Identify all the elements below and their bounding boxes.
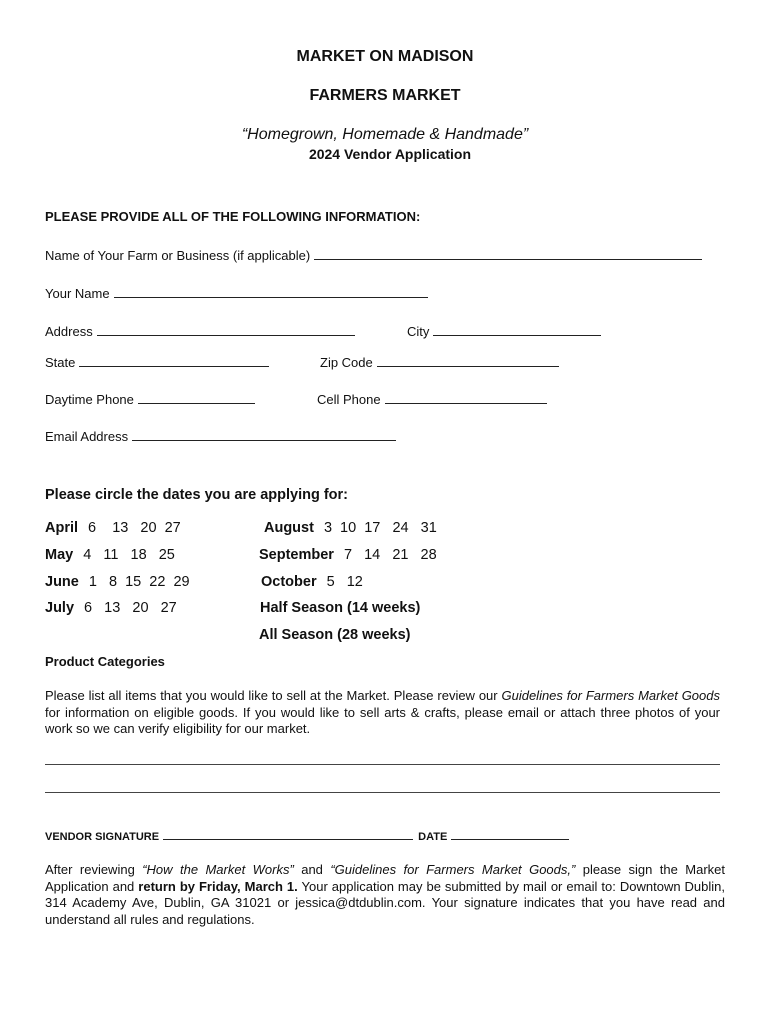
email-label: Email Address — [45, 429, 129, 444]
date-label: DATE — [418, 831, 448, 843]
month-days[interactable]: 1 8 15 22 29 — [88, 574, 190, 590]
business-name-label: Name of Your Farm or Business (if applicable) — [45, 248, 311, 263]
month-days[interactable]: 4 11 18 25 — [83, 547, 175, 563]
address-field[interactable] — [45, 323, 355, 339]
month-label: August — [264, 520, 314, 536]
zip-label: Zip Code — [320, 355, 373, 370]
zip-field[interactable] — [320, 354, 559, 370]
closing-paragraph — [45, 862, 725, 928]
date-row-june[interactable] — [45, 574, 190, 590]
month-days[interactable]: 6 13 20 27 — [84, 600, 177, 616]
dates-heading: Please circle the dates you are applying for: — [45, 487, 348, 503]
instructions-heading: PLEASE PROVIDE ALL OF THE FOLLOWING INFORMATION: — [45, 209, 421, 224]
month-days[interactable]: 5 12 — [326, 574, 363, 590]
your-name-label: Your Name — [45, 286, 110, 301]
your-name-field[interactable] — [45, 285, 428, 301]
month-label: April — [45, 520, 79, 536]
all-season-option[interactable]: All Season (28 weeks) — [259, 627, 411, 643]
how-market-works-reference: “How the Market Works” — [142, 862, 294, 877]
guidelines-reference: “Guidelines for Farmers Market Goods,” — [330, 862, 576, 877]
month-label: June — [45, 574, 79, 590]
date-row-july[interactable] — [45, 600, 177, 616]
signature-row — [45, 829, 569, 843]
title-market-name: MARKET ON MADISON — [296, 48, 474, 65]
email-line[interactable] — [132, 428, 396, 441]
month-label: May — [45, 547, 74, 563]
your-name-line[interactable] — [114, 285, 428, 298]
closing-text: and — [293, 862, 331, 877]
state-field[interactable] — [45, 354, 269, 370]
business-name-field[interactable] — [45, 247, 702, 263]
product-list-line-1[interactable] — [45, 764, 720, 765]
date-row-april[interactable] — [45, 520, 181, 536]
city-label: City — [407, 324, 430, 339]
product-text: Please list all items that you would like to sell at the Market. Please review our — [45, 688, 502, 703]
date-row-october[interactable] — [261, 574, 363, 590]
business-name-line[interactable] — [314, 247, 702, 260]
guidelines-reference: Guidelines for Farmers Market Goods — [501, 688, 720, 703]
cell-phone-field[interactable] — [317, 391, 547, 407]
cell-phone-label: Cell Phone — [317, 392, 381, 407]
month-label: October — [261, 574, 317, 590]
date-line[interactable] — [451, 829, 569, 840]
city-line[interactable] — [433, 323, 601, 336]
state-label: State — [45, 355, 76, 370]
city-field[interactable] — [407, 323, 601, 339]
tagline: “Homegrown, Homemade & Handmade” — [241, 126, 529, 143]
application-subtitle: 2024 Vendor Application — [308, 146, 472, 162]
date-row-may[interactable] — [45, 547, 175, 563]
date-row-august[interactable] — [264, 520, 437, 536]
closing-text: After reviewing — [45, 862, 143, 877]
deadline: return by Friday, March 1. — [138, 878, 298, 894]
month-days[interactable]: 6 13 20 27 — [88, 520, 181, 536]
vendor-signature-label: VENDOR SIGNATURE — [45, 831, 160, 843]
cell-phone-line[interactable] — [385, 391, 547, 404]
closing-text: Your application may be submitted by mail or email to: Downtown Dublin, 314 Academy Ave, Dublin, GA 31021 or jessica@dtdublin.com. Your signature indicates that you have read and understand all rules and regulations. — [45, 878, 726, 927]
daytime-phone-label: Daytime Phone — [45, 392, 134, 407]
product-categories-heading: Product Categories — [45, 654, 165, 669]
month-days[interactable]: 7 14 21 28 — [343, 547, 437, 563]
month-days[interactable]: 3 10 17 24 31 — [323, 520, 437, 536]
product-list-line-2[interactable] — [45, 792, 720, 793]
email-field[interactable] — [45, 428, 396, 444]
month-label: September — [259, 547, 334, 563]
address-label: Address — [45, 324, 93, 339]
half-season-option[interactable]: Half Season (14 weeks) — [260, 600, 421, 616]
closing-text: please sign the Market Application and — [45, 862, 726, 894]
state-line[interactable] — [79, 354, 269, 367]
product-instructions — [45, 688, 720, 738]
vendor-signature-line[interactable] — [163, 829, 413, 840]
product-text: for information on eligible goods. If you would like to sell arts & crafts, please email or attach three photos of your work so we can verify eligibility for our market. — [45, 704, 720, 736]
month-label: July — [45, 600, 75, 616]
zip-line[interactable] — [377, 354, 559, 367]
daytime-phone-field[interactable] — [45, 391, 255, 407]
title-farmers-market: FARMERS MARKET — [309, 87, 461, 104]
date-row-september[interactable] — [259, 547, 437, 563]
daytime-phone-line[interactable] — [138, 391, 255, 404]
address-line[interactable] — [97, 323, 355, 336]
